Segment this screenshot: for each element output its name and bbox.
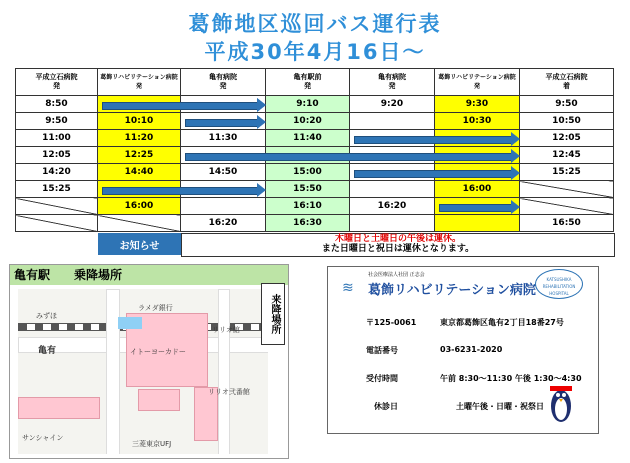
route-arrow (102, 102, 258, 110)
table-cell (350, 215, 435, 232)
route-arrow (185, 153, 512, 161)
notice-line: 木曜日と土曜日の午後は運休。 (334, 234, 461, 244)
address: 東京都葛飾区亀有2丁目18番27号 (440, 318, 564, 327)
bus-schedule-table (15, 68, 614, 232)
col-header: 亀有病院 発 (181, 69, 266, 96)
org-name: 社会医療法人社団 正志会 (368, 272, 425, 278)
table-cell (520, 181, 614, 198)
map-label: リリオ弐番館 (208, 388, 250, 396)
table-cell: 10:10 (98, 113, 181, 130)
table-cell: 14:50 (181, 164, 266, 181)
table-cell: 14:20 (16, 164, 98, 181)
closed-days: 土曜午後・日曜・祝祭日 (456, 402, 544, 411)
table-cell: 11:00 (16, 130, 98, 147)
table-header-row (16, 69, 614, 96)
table-cell: 9:10 (266, 96, 350, 113)
table-cell (435, 215, 520, 232)
table-cell: 14:40 (98, 164, 181, 181)
table-cell: 10:20 (266, 113, 350, 130)
hospital-name: 葛飾リハビリテーション病院 (368, 283, 536, 298)
page-title: 葛飾地区巡回バス運行表 (188, 12, 442, 36)
table-cell (98, 215, 181, 232)
col-header: 亀有駅前 発 (266, 69, 350, 96)
table-cell: 16:50 (520, 215, 614, 232)
bus-stop-tag: 来降場所 (261, 283, 285, 345)
table-cell: 9:50 (520, 96, 614, 113)
table-cell: 11:20 (98, 130, 181, 147)
building (18, 397, 100, 419)
plaza (118, 317, 142, 329)
table-cell (520, 198, 614, 215)
route-arrow (354, 136, 512, 144)
map-label: 亀有 (38, 346, 57, 356)
col-header: 亀有病院 発 (350, 69, 435, 96)
station-map (9, 264, 289, 459)
map-label: ラメダ銀行 (138, 304, 173, 312)
hours: 午前 8:30～11:30 午後 1:30～4:30 (440, 374, 582, 383)
table-cell: 11:40 (266, 130, 350, 147)
table-cell: 11:30 (181, 130, 266, 147)
table-cell: 9:30 (435, 96, 520, 113)
map-label: リリオ館 (212, 326, 240, 334)
col-header: 葛飾リハビリテーション病院 発 (98, 69, 181, 96)
hours-label: 受付時間 (366, 374, 398, 383)
table-cell: 12:05 (16, 147, 98, 164)
table-cell: 15:50 (266, 181, 350, 198)
table-cell: 15:00 (266, 164, 350, 181)
table-cell: 16:00 (435, 181, 520, 198)
table-cell: 15:25 (520, 164, 614, 181)
table-row (16, 198, 614, 215)
notice-line: また日曜日と祝日は運休となります。 (321, 244, 475, 254)
map-label: イトーヨーカドー (130, 348, 186, 356)
postal-code: 〒125-0061 (366, 318, 417, 327)
table-row (16, 130, 614, 147)
map-image (18, 289, 268, 454)
table-cell (350, 113, 435, 130)
building (138, 389, 180, 411)
table-row (16, 113, 614, 130)
table-cell (181, 198, 266, 215)
penguin-mascot-icon (548, 382, 574, 424)
route-arrow (102, 187, 258, 195)
col-header: 平成立石病院 発 (16, 69, 98, 96)
effective-date: 平成30年4月16日～ (204, 40, 426, 64)
table-row (16, 215, 614, 232)
col-header: 葛飾リハビリテーション病院 発 (435, 69, 520, 96)
hospital-logo-icon: ≋ (342, 280, 354, 296)
notice-label: お知らせ (98, 233, 181, 255)
table-cell (350, 181, 435, 198)
route-arrow (354, 170, 512, 178)
route-arrow (439, 204, 512, 212)
table-cell (16, 198, 98, 215)
table-cell: 9:20 (350, 96, 435, 113)
table-cell: 10:50 (520, 113, 614, 130)
closed-label: 休診日 (374, 402, 398, 411)
table-cell: 16:00 (98, 198, 181, 215)
notice-box (181, 233, 615, 257)
table-cell: 16:30 (266, 215, 350, 232)
table-cell: 8:50 (16, 96, 98, 113)
col-header: 平成立石病院 着 (520, 69, 614, 96)
hospital-emblem: KATSUSHIKA REHABILITATION HOSPITAL (535, 269, 583, 299)
table-cell: 9:50 (16, 113, 98, 130)
phone-label: 電話番号 (366, 346, 398, 355)
table-cell: 16:20 (350, 198, 435, 215)
route-arrow (185, 119, 258, 127)
table-row (16, 164, 614, 181)
road (218, 289, 230, 454)
road (106, 289, 120, 454)
map-label: みずほ (36, 312, 57, 320)
table-cell: 10:30 (435, 113, 520, 130)
map-header: 亀有駅 乗降場所 (10, 265, 288, 285)
map-label: サンシャイン (22, 434, 64, 442)
table-cell: 16:20 (181, 215, 266, 232)
table-cell: 12:25 (98, 147, 181, 164)
table-cell (16, 215, 98, 232)
table-cell: 12:45 (520, 147, 614, 164)
phone-number: 03-6231-2020 (440, 345, 503, 354)
table-cell: 12:05 (520, 130, 614, 147)
table-cell: 15:25 (16, 181, 98, 198)
table-cell: 16:10 (266, 198, 350, 215)
map-label: 三菱東京UFJ (132, 440, 172, 448)
